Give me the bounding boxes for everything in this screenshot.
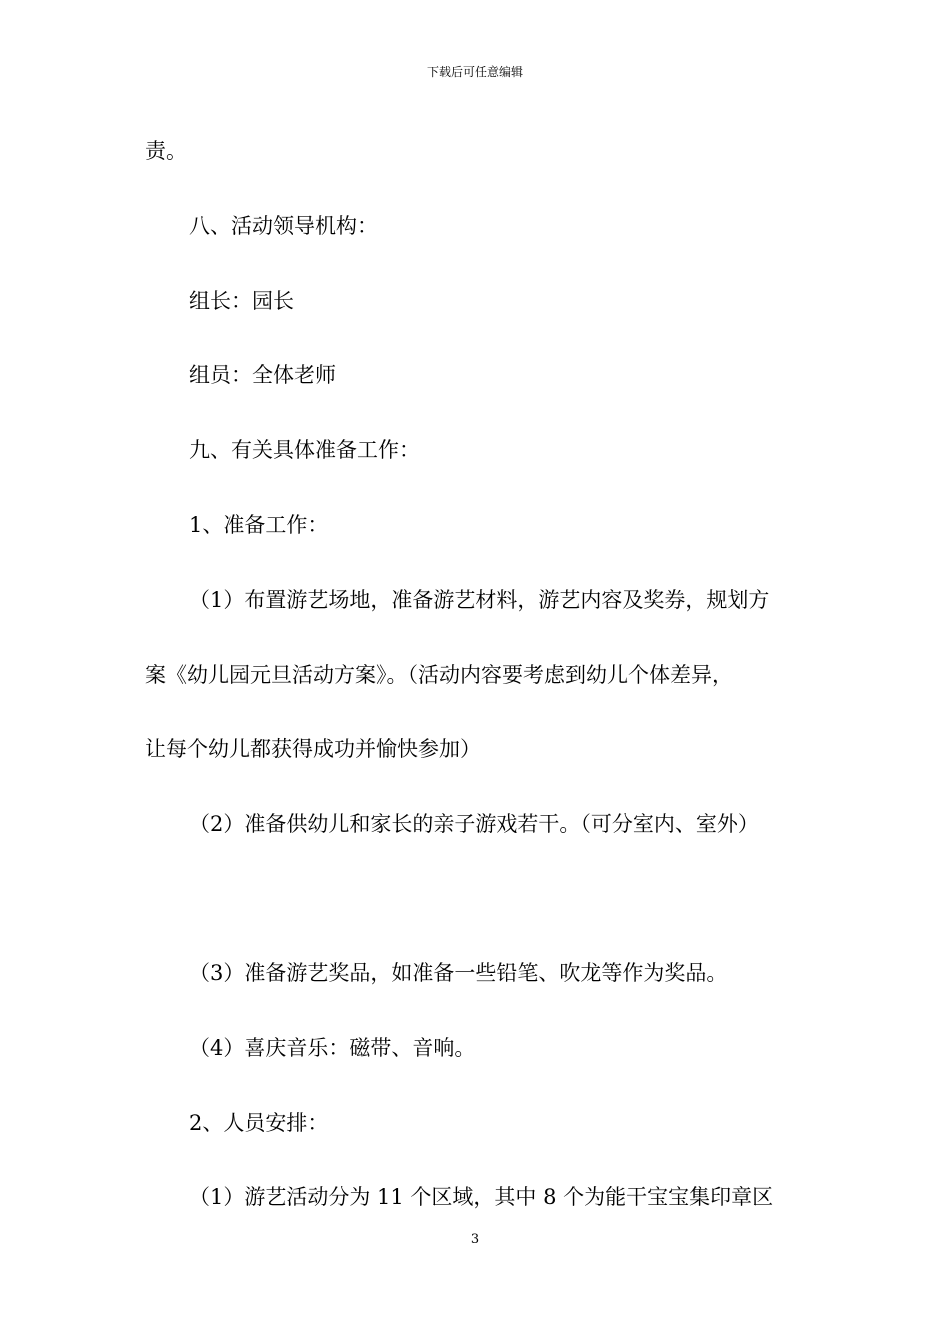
text-line: 案《幼儿园元旦活动方案》。（活动内容要考虑到幼儿个体差异，	[145, 663, 733, 687]
subheading-2: 2、人员安排：	[189, 1111, 329, 1135]
text-line: 责。	[145, 139, 187, 163]
page-header: 下载后可任意编辑	[426, 65, 523, 79]
section-heading-9: 九、有关具体准备工作：	[189, 438, 420, 462]
text-line: （1）布置游艺场地，准备游艺材料，游艺内容及奖券，规划方	[189, 588, 770, 612]
text-line: （2）准备供幼儿和家长的亲子游戏若干。（可分室内、室外）	[189, 812, 759, 836]
section-heading-8: 八、活动领导机构：	[189, 214, 378, 238]
subheading-1: 1、准备工作：	[189, 513, 329, 537]
text-line: （4）喜庆音乐：磁带、音响。	[189, 1036, 476, 1060]
page-number: 3	[470, 1232, 480, 1247]
text-line: 组员：全体老师	[189, 363, 336, 387]
text-line: （1）游艺活动分为 11 个区域，其中 8 个为能干宝宝集印章区	[189, 1185, 774, 1209]
text-line: （3）准备游艺奖品，如准备一些铅笔、吹龙等作为奖品。	[189, 961, 728, 985]
text-line: 组长：园长	[189, 289, 294, 313]
text-line: 让每个幼儿都获得成功并愉快参加）	[145, 737, 481, 761]
